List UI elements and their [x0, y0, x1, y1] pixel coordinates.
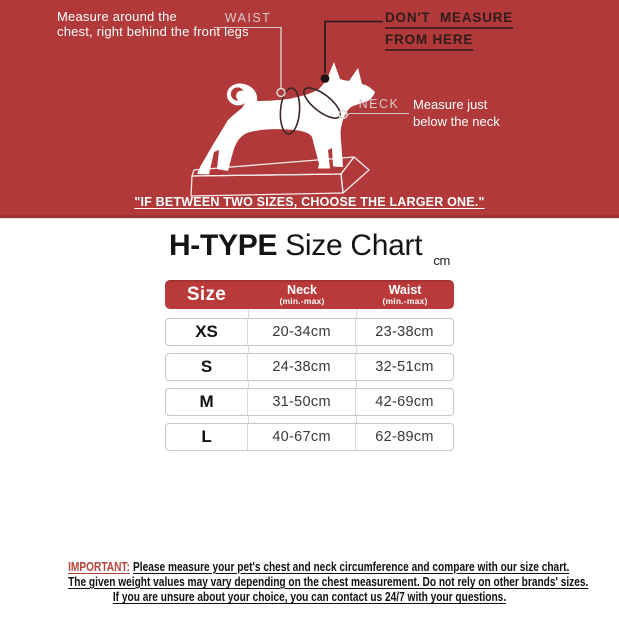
header-neck [248, 280, 356, 309]
chest-note-line2: chest, right behind the front legs [57, 24, 249, 39]
cell-size: L [201, 427, 212, 446]
cell-neck: 24-38cm [247, 354, 355, 380]
neck-note-line1: Measure just [413, 97, 488, 112]
table-row [165, 353, 454, 381]
note-line-3 [68, 589, 551, 604]
header-waist [356, 280, 454, 309]
table-row [165, 318, 454, 346]
size-table [165, 280, 454, 451]
title-brand: H-TYPE [168, 229, 278, 262]
cell-waist: 62-89cm [355, 424, 453, 450]
chest-note-line1: Measure around the [57, 9, 177, 24]
dont-measure-line2: FROM HERE [385, 32, 473, 51]
note-line-2-text: The given weight values may vary depending on the chest measurement. Do not rely on other brands' sizes. [68, 574, 589, 590]
cell-neck: 20-34cm [247, 319, 355, 345]
cell-neck: 40-67cm [247, 424, 355, 450]
between-sizes-note: "IF BETWEEN TWO SIZES, CHOOSE THE LARGER ONE." [134, 195, 485, 209]
title-rest: Size Chart [285, 229, 423, 262]
header-neck-sub: (min.-max) [279, 295, 325, 306]
cell-waist: 32-51cm [355, 354, 453, 380]
dont-measure-note [385, 10, 513, 54]
cell-waist: 42-69cm [355, 389, 453, 415]
title-unit: cm [433, 253, 451, 268]
cell-size: XS [195, 322, 218, 341]
dont-measure-dot [321, 74, 330, 83]
note-line-3-text: If you are unsure about your choice, you can contact us 24/7 with your questions. [112, 589, 507, 605]
dont-measure-line1: DON'T MEASURE [385, 10, 513, 29]
tail-crescent-cover [236, 91, 247, 102]
cell-neck: 31-50cm [247, 389, 355, 415]
neck-label: NECK [349, 97, 409, 114]
measurement-diagram [0, 0, 619, 219]
header-waist-label: Waist [388, 282, 422, 297]
waist-marker-dot [277, 89, 285, 97]
table-row [165, 423, 454, 451]
note-line-2 [68, 574, 589, 590]
title-block [0, 228, 619, 269]
note-line-1-text: Please measure your pet's chest and neck circumference and compare with our size chart. [132, 559, 570, 574]
table-row [165, 388, 454, 416]
cell-waist: 23-38cm [355, 319, 453, 345]
header-neck-label: Neck [287, 282, 317, 297]
important-notes [0, 559, 619, 605]
neck-note-line2: below the neck [413, 114, 500, 129]
waist-label: WAIST [214, 11, 282, 28]
neck-measure-note [413, 96, 500, 130]
table-header-row [165, 280, 454, 309]
header-waist-sub: (min.-max) [382, 295, 428, 306]
page-title [0, 228, 619, 269]
note-line-1 [68, 559, 570, 574]
cell-size: M [199, 392, 214, 411]
header-size: Size [186, 283, 227, 305]
cell-size: S [200, 357, 213, 376]
important-label: IMPORTANT: [68, 559, 130, 574]
